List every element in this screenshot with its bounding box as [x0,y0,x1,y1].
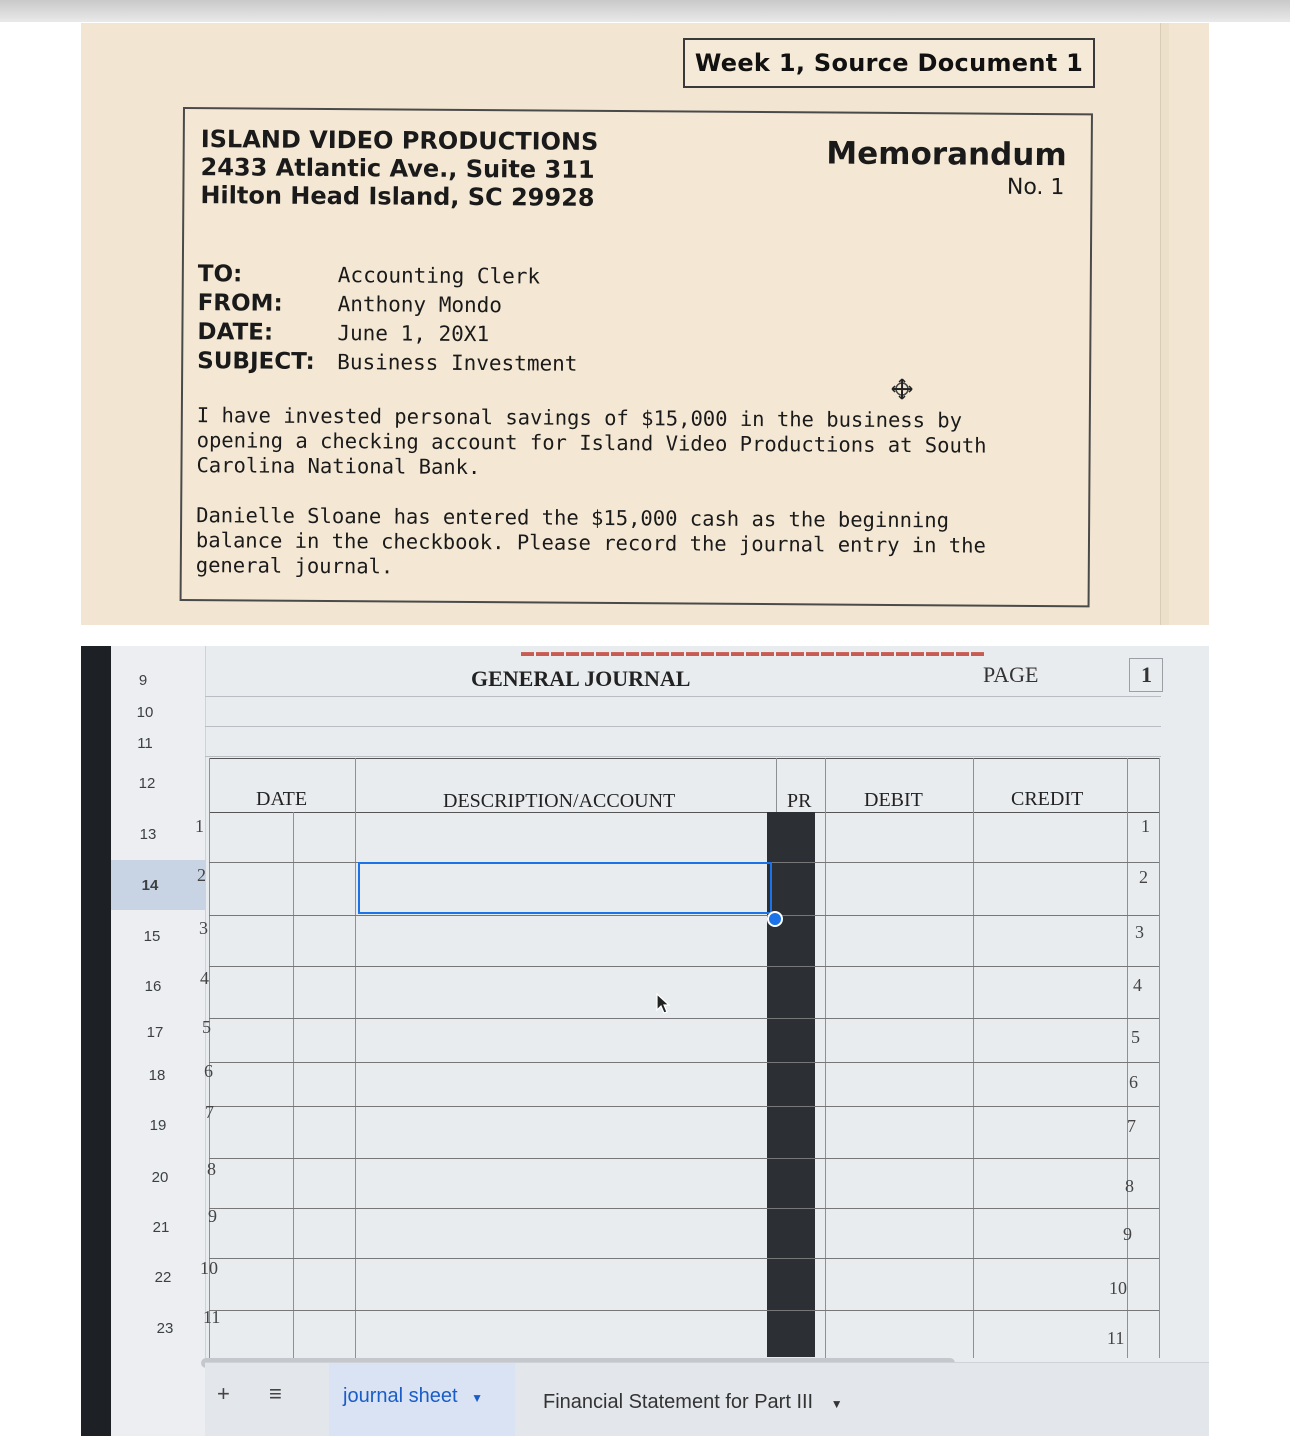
page-label: PAGE [983,662,1039,687]
row-header-19[interactable]: 19 [149,1117,167,1134]
memo-paragraph-2 [196,503,1077,584]
from-value: Anthony Mondo [337,291,503,317]
tab-journal-sheet-label: journal sheet [343,1385,458,1407]
journal-line-right: 9 [1123,1224,1132,1244]
journal-line-right: 10 [1109,1278,1127,1298]
top-bar [0,0,1290,22]
journal-line-left: 6 [204,1061,213,1081]
page-number-box [1129,658,1163,692]
grid-line [205,696,1161,697]
row-header-21[interactable]: 21 [152,1219,170,1236]
company-block [200,125,598,212]
screen-bezel [81,646,111,1436]
journal-table [209,758,1159,1359]
header-bottom-line [209,812,1159,813]
journal-line-right: 8 [1125,1176,1134,1196]
grid-line [209,1208,1159,1209]
row-header-13[interactable]: 13 [139,826,157,843]
sheet-tab-bar [205,1362,1209,1436]
journal-line-right: 4 [1133,975,1142,995]
memo-number: No. 1 [1006,174,1065,201]
row-header-14[interactable]: 14 [141,877,159,894]
para1-line3: Carolina National Bank. [196,453,481,480]
row-header-22[interactable]: 22 [154,1269,172,1286]
journal-line-left: 3 [199,918,208,938]
row-header-column [111,646,206,1436]
grid-line [293,812,294,1358]
general-journal-title: GENERAL JOURNAL [471,666,691,691]
grid-line [1127,758,1128,1358]
grid-line [209,1310,1159,1311]
grid-line [825,758,826,1358]
journal-line-left: 10 [200,1258,218,1278]
journal-line-left: 9 [208,1206,217,1226]
row-header-15[interactable]: 15 [143,928,161,945]
add-sheet-button[interactable]: + [217,1381,230,1406]
col-credit: CREDIT [1011,788,1084,810]
row-header-16[interactable]: 16 [144,978,162,995]
tab-financial-statement-label: Financial Statement for Part III [543,1391,814,1413]
grid-line [1159,758,1160,1358]
to-label: TO: [197,260,243,287]
journal-line-right: 2 [1139,867,1148,887]
company-name: ISLAND VIDEO PRODUCTIONS [200,125,599,156]
subject-row [197,346,577,378]
journal-line-right: 11 [1107,1328,1125,1348]
journal-line-left: 1 [195,816,204,836]
subject-value: Business Investment [337,349,578,376]
para2-line1: Danielle Sloane has entered the $15,000 cash as the beginning [196,503,950,533]
tab-financial-statement[interactable] [543,1391,843,1414]
row-header-11[interactable]: 11 [137,735,153,752]
grid-line [209,1062,1159,1063]
mouse-cursor-icon [655,992,671,1016]
date-value: June 1, 20X1 [337,320,490,346]
memo-paragraph-1 [196,403,1077,484]
journal-line-right: 1 [1141,816,1150,836]
selected-description-cell[interactable] [358,862,772,914]
col-description: DESCRIPTION/ACCOUNT [443,790,676,812]
row-header-18[interactable]: 18 [148,1067,166,1084]
row-header-10[interactable]: 10 [136,704,154,721]
para2-line2: balance in the checkbook. Please record the journal entry in the [195,528,986,558]
page-edge [1160,23,1169,625]
grid-line [205,726,1161,727]
grid-line [209,1158,1159,1159]
col-pr: PR [787,790,812,812]
cut-off-banner-text: ▬▬▬▬▬▬▬▬▬▬▬▬▬▬▬▬▬▬▬▬▬▬▬▬▬▬▬▬▬▬▬ [521,646,986,659]
journal-line-left: 4 [200,968,209,988]
row-header-20[interactable]: 20 [151,1169,169,1186]
grid-line [209,1018,1159,1019]
journal-line-left: 2 [197,865,206,885]
fill-handle[interactable] [767,911,783,927]
subject-label: SUBJECT: [197,347,315,375]
pr-column-shaded [767,812,815,1357]
memorandum-card [180,107,1093,607]
page-number[interactable]: 1 [1141,662,1152,687]
grid-line [355,758,356,1358]
to-row [198,259,578,291]
journal-line-right: 6 [1129,1072,1138,1092]
col-debit: DEBIT [864,789,923,811]
all-sheets-menu-button[interactable]: ≡ [269,1381,282,1406]
to-value: Accounting Clerk [337,262,541,288]
week-label: Week 1, Source Document 1 [683,38,1095,88]
date-row [197,317,577,349]
from-label: FROM: [197,289,283,317]
memo-document [81,23,1209,625]
company-city: Hilton Head Island, SC 29928 [200,181,595,212]
from-row [198,288,578,320]
journal-line-left: 11 [203,1307,221,1327]
row-header-12[interactable]: 12 [138,775,156,792]
row-header-23[interactable]: 23 [156,1320,174,1337]
journal-line-right: 5 [1131,1027,1140,1047]
date-label: DATE: [197,318,274,346]
para1-line2: opening a checking account for Island Video Productions at South [196,428,987,458]
grid-line [776,758,777,812]
journal-line-left: 7 [205,1102,214,1122]
grid-line [973,758,974,1358]
journal-line-right: 3 [1135,922,1144,942]
move-icon[interactable] [891,378,913,400]
grid-line [209,915,1159,916]
col-date: DATE [256,788,308,810]
grid-line [205,756,1161,757]
memo-title: Memorandum [826,135,1067,174]
journal-line-left: 8 [207,1159,216,1179]
para1-line1: I have invested personal savings of $15,000 in the business by [196,403,963,433]
tab-journal-sheet[interactable] [343,1385,483,1408]
chevron-down-icon[interactable]: ▼ [830,1397,843,1411]
spreadsheet-view [81,646,1209,1436]
row-header-17[interactable]: 17 [146,1024,164,1041]
grid-line [209,1258,1159,1259]
chevron-down-icon[interactable]: ▼ [471,1391,483,1405]
memo-header-fields [197,259,578,378]
journal-line-right: 7 [1127,1116,1136,1136]
company-address: 2433 Atlantic Ave., Suite 311 [200,153,595,184]
para2-line3: general journal. [195,553,394,579]
journal-line-left: 5 [202,1017,211,1037]
grid-line [209,966,1159,967]
row-header-9[interactable]: 9 [138,672,148,689]
grid-line [209,1106,1159,1107]
